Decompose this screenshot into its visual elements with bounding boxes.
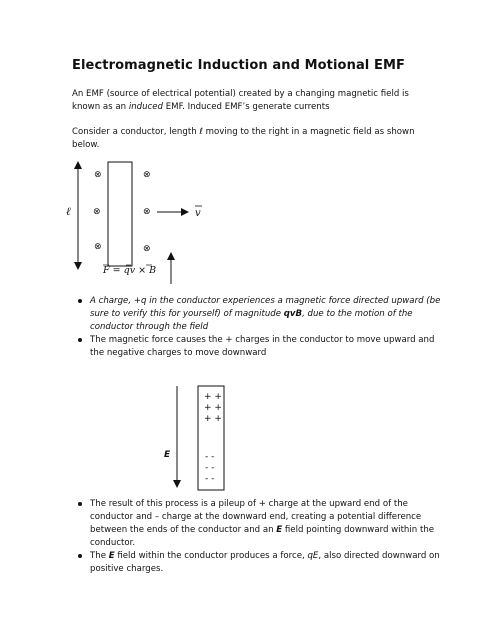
force-eq-b: B <box>149 265 157 276</box>
bullet-text: A charge, + <box>90 296 141 306</box>
bullet-item <box>72 295 442 334</box>
field-into-page-icon: ⊗ <box>143 244 151 254</box>
intro-italic-term: induced <box>128 102 164 112</box>
field-into-page-icon: ⊗ <box>94 170 102 180</box>
intro-text: known as an <box>72 102 129 112</box>
bullet-item <box>72 334 442 360</box>
positive-charges: + + <box>204 403 222 413</box>
force-equation <box>102 265 156 276</box>
bullet-text: field pointing downward within the conductor. <box>90 525 435 548</box>
bullet-item <box>72 498 442 550</box>
length-label: ℓ <box>66 205 71 218</box>
field-into-page-icon: ⊗ <box>93 207 101 217</box>
bullet-text: E <box>276 525 283 535</box>
bullet-text: , due to the motion of the conductor through the field <box>90 309 413 332</box>
velocity-label: v <box>195 208 201 219</box>
bullet-dot <box>78 502 82 506</box>
consider-line-2: below. <box>72 140 100 150</box>
bullet-text: qE <box>307 551 319 561</box>
bullet-text: q <box>141 296 147 306</box>
force-eq-v: v <box>129 265 136 276</box>
bullet-text: The <box>90 551 109 561</box>
bullet-text: The result of this process is a pileup of + charge at the upward end of the conductor and – charge at the downward end, creating a potential difference between the ends of the conductor and an <box>90 499 422 535</box>
negative-charges: - - <box>205 463 215 473</box>
consider-line-1: Consider a conductor, length ℓ moving to the right in a magnetic field as shown <box>72 127 415 137</box>
negative-charges: - - <box>205 474 215 484</box>
bullet-text: , also directed downward on positive charges. <box>90 551 440 574</box>
bullet-text: E <box>108 551 115 561</box>
positive-charges: + + <box>204 414 222 424</box>
field-into-page-icon: ⊗ <box>143 170 151 180</box>
bullet-text: in the conductor experiences a magnetic force directed upward (be sure to verify this for yourself) of magnitude <box>90 296 441 319</box>
force-eq-cross: × <box>135 265 150 276</box>
intro-text-end: EMF. Induced EMF’s generate currents <box>163 102 330 112</box>
intro-line-1: An EMF (source of electrical potential) created by a changing magnetic field is <box>72 89 409 99</box>
conductor-rod <box>108 162 132 266</box>
bullet-list-top <box>72 295 442 360</box>
positive-charges: + + <box>204 392 222 402</box>
bullet-text: The magnetic force causes the + charges in the conductor to move upward and the negative charges to move downward <box>90 335 435 358</box>
bullet-dot <box>78 338 82 342</box>
bullet-item <box>72 550 442 576</box>
bullet-text: field within the conductor produces a force, <box>114 551 308 561</box>
force-eq-lhs: F = q <box>103 265 130 276</box>
bullet-text: qvB <box>283 309 303 319</box>
bullet-dot <box>78 554 82 558</box>
bullet-dot <box>78 299 82 303</box>
bullet-list-bottom <box>72 498 442 576</box>
field-into-page-icon: ⊗ <box>143 207 151 217</box>
negative-charges: - - <box>205 452 215 462</box>
e-field-label: E <box>164 450 171 460</box>
page-title: Electromagnetic Induction and Motional EMF <box>72 58 405 73</box>
field-into-page-icon: ⊗ <box>94 242 102 252</box>
